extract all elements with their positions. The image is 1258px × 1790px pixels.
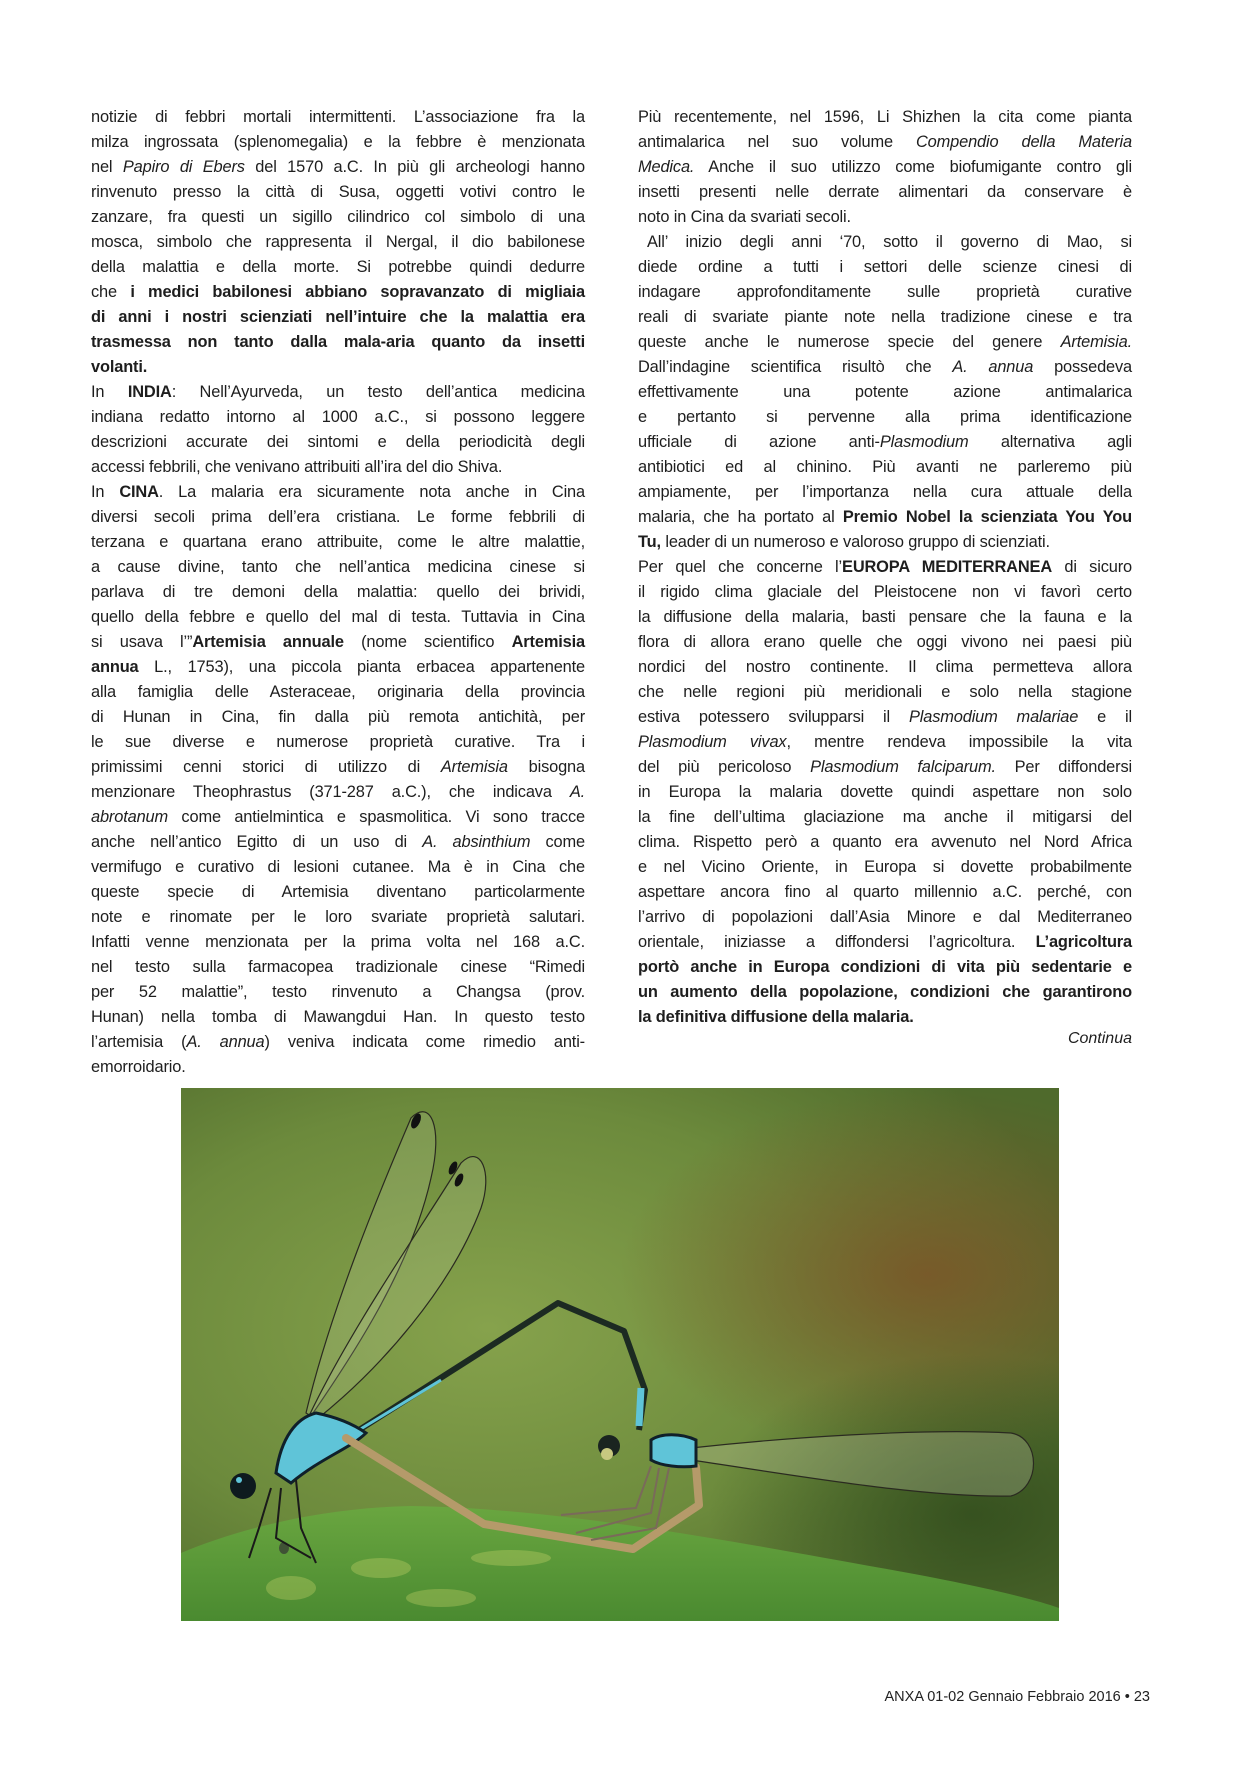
text-run: Per quel che concerne l’: [638, 558, 843, 576]
text-line: [638, 780, 1132, 805]
page-footer: [885, 1689, 1150, 1705]
text-line: [91, 430, 585, 455]
text-line: [638, 480, 1132, 505]
text-run: ampiamente, per l’importanza nella cura attuale della: [638, 483, 1132, 501]
text-run: come: [530, 833, 585, 851]
text-line: [91, 605, 585, 630]
text-run: notizie di febbri mortali intermittenti. L’associazione fra la: [91, 108, 585, 126]
bold-text-run: la definitiva diffusione della malaria.: [638, 1008, 914, 1026]
bold-text-run: volanti.: [91, 358, 148, 376]
text-run: il rigido clima glaciale del Pleistocene non vi favorì certo: [638, 583, 1132, 601]
text-run: aspettare ancora fino al quarto millennio a.C. perché, con: [638, 883, 1132, 901]
text-run: si usava l’”: [91, 633, 193, 651]
text-line: [638, 530, 1132, 555]
text-line: [638, 905, 1132, 930]
text-line: [638, 280, 1132, 305]
text-run: leader di un numeroso e valoroso gruppo di scienziati.: [660, 533, 1050, 551]
text-line: [91, 705, 585, 730]
text-run: menzionare Theophrastus (371-287 a.C.), che indicava: [91, 783, 570, 801]
text-line: [91, 980, 585, 1005]
text-run: emorroidario.: [91, 1058, 186, 1076]
text-run: effettivamente una potente azione antimalarica: [638, 383, 1132, 401]
text-run: nordici del nostro continente. Il clima permetteva allora: [638, 658, 1132, 676]
italic-text-run: Plasmodium: [879, 433, 969, 451]
bold-text-run: i medici babilonesi abbiano sopravanzato di migliaia: [130, 283, 585, 301]
text-line: [638, 155, 1132, 180]
bold-text-run: portò anche in Europa condizioni di vita più sedentarie e: [638, 958, 1132, 976]
text-run: descrizioni accurate dei sintomi e della periodicità degli: [91, 433, 585, 451]
text-line: [638, 580, 1132, 605]
text-line: [91, 655, 585, 680]
text-line: [638, 955, 1132, 980]
text-line: [638, 455, 1132, 480]
text-run: Dall’indagine scientifica risultò che: [638, 358, 953, 376]
text-line: [638, 105, 1132, 130]
right-text-column: [638, 105, 1132, 1030]
bold-text-run: trasmessa non tanto dalla mala-aria quanto da insetti: [91, 333, 585, 351]
text-run: Più recentemente, nel 1596, Li Shizhen la cita come pianta: [638, 108, 1132, 126]
text-line: [91, 355, 585, 380]
text-run: antimalarica nel suo volume: [638, 133, 916, 151]
text-line: [91, 255, 585, 280]
text-run: parlava di tre demoni della malattia: quello dei brividi,: [91, 583, 585, 601]
italic-text-run: A. annua: [952, 358, 1034, 376]
text-line: [638, 755, 1132, 780]
text-run: la fine dell’ultima glaciazione ma anche il mitigarsi del: [638, 808, 1132, 826]
text-run: estiva potessero svilupparsi il: [638, 708, 909, 726]
italic-text-run: Artemisia.: [1060, 333, 1132, 351]
italic-text-run: Plasmodium vivax: [638, 733, 787, 751]
text-run: bisogna: [507, 758, 585, 776]
text-run: e il: [1078, 708, 1132, 726]
text-run: indiana redatto intorno al 1000 a.C., si possono leggere: [91, 408, 585, 426]
text-line: [91, 630, 585, 655]
damselfly-photo: [181, 1088, 1059, 1621]
text-run: reali di svariate piante note nella tradizione cinese e tra: [638, 308, 1132, 326]
text-line: [91, 230, 585, 255]
text-run: queste anche le numerose specie del genere: [638, 333, 1061, 351]
text-run: l’artemisia (: [91, 1033, 187, 1051]
text-run: : Nell’Ayurveda, un testo dell’antica medicina: [171, 383, 585, 401]
text-line: [91, 755, 585, 780]
text-line: [638, 205, 1132, 230]
text-line: [638, 255, 1132, 280]
text-run: di sicuro: [1052, 558, 1132, 576]
bold-text-run: Premio Nobel la scienziata You You: [842, 508, 1132, 526]
text-line: [91, 330, 585, 355]
text-line: [91, 280, 585, 305]
text-run: come antielmintica e spasmolitica. Vi sono tracce: [168, 808, 585, 826]
bold-text-run: annua: [91, 658, 139, 676]
text-line: [638, 305, 1132, 330]
issue-label: ANXA 01-02 Gennaio Febbraio 2016: [884, 1689, 1121, 1705]
text-line: [91, 405, 585, 430]
italic-text-run: A. annua: [186, 1033, 265, 1051]
text-run: noto in Cina da svariati secoli.: [638, 208, 851, 226]
text-line: [91, 505, 585, 530]
text-run: rinvenuto presso la città di Susa, oggetti votivi contro le: [91, 183, 585, 201]
text-run: possedeva: [1033, 358, 1133, 376]
text-line: [91, 830, 585, 855]
text-run: e nel Vicino Oriente, in Europa si dovette probabilmente: [638, 858, 1132, 876]
text-line: [91, 455, 585, 480]
text-line: [91, 155, 585, 180]
text-run: . La malaria era sicuramente nota anche in Cina: [158, 483, 585, 501]
text-line: [638, 730, 1132, 755]
text-run: (nome scientifico: [343, 633, 512, 651]
text-run: , mentre rendeva impossibile la vita: [786, 733, 1132, 751]
text-line: [638, 705, 1132, 730]
text-run: in Europa la malaria dovette quindi aspettare non solo: [638, 783, 1132, 801]
text-run: anche nell’antico Egitto di un uso di: [91, 833, 423, 851]
italic-text-run: Compendio della Materia: [915, 133, 1132, 151]
bold-text-run: EUROPA MEDITERRANEA: [842, 558, 1053, 576]
text-run: del più pericoloso: [638, 758, 811, 776]
text-line: [91, 130, 585, 155]
bold-text-run: Artemisia annuale: [192, 633, 344, 651]
italic-text-run: A.: [569, 783, 585, 801]
italic-text-run: Medica.: [638, 158, 695, 176]
text-run: mosca, simbolo che rappresenta il Nergal, il dio babilonese: [91, 233, 585, 251]
text-run: malaria, che ha portato al: [638, 508, 843, 526]
text-run: ) veniva indicata come rimedio anti-: [264, 1033, 585, 1051]
italic-text-run: Plasmodium falciparum.: [810, 758, 996, 776]
text-run: insetti presenti nelle derrate alimentari da conservare è: [638, 183, 1132, 201]
text-run: Anche il suo utilizzo come biofumigante contro gli: [694, 158, 1132, 176]
text-line: [91, 955, 585, 980]
text-line: [91, 1005, 585, 1030]
italic-text-run: Plasmodium malariae: [908, 708, 1079, 726]
text-run: clima. Rispetto però a quanto era avvenuto nel Nord Africa: [638, 833, 1132, 851]
text-run: alla famiglia delle Asteraceae, originaria della provincia: [91, 683, 585, 701]
text-run: ufficiale di azione anti-: [638, 433, 880, 451]
text-line: [638, 605, 1132, 630]
bold-text-run: INDIA: [127, 383, 172, 401]
text-line: [638, 430, 1132, 455]
text-run: indagare approfonditamente sulle proprietà curative: [638, 283, 1132, 301]
italic-text-run: A. absinthium: [422, 833, 531, 851]
bold-text-run: Artemisia: [511, 633, 585, 651]
bold-text-run: Tu,: [638, 533, 661, 551]
text-run: primissimi cenni storici di utilizzo di: [91, 758, 441, 776]
text-line: [638, 230, 1132, 255]
text-run: All’ inizio degli anni ‘70, sotto il governo di Mao, si: [647, 233, 1132, 251]
text-run: di Hunan in Cina, fin dalla più remota antichità, per: [91, 708, 585, 726]
text-run: diversi secoli prima dell’era cristiana. Le forme febbrili di: [91, 508, 585, 526]
text-run: diede ordine a tutti i settori delle scienze cinesi di: [638, 258, 1132, 276]
separator-bullet: •: [1124, 1689, 1130, 1705]
text-line: [91, 855, 585, 880]
text-run: l’arrivo di popolazioni dall’Asia Minore e dal Mediterraneo: [638, 908, 1132, 926]
text-line: [91, 555, 585, 580]
text-line: [638, 805, 1132, 830]
text-run: In: [91, 483, 120, 501]
text-line: [638, 855, 1132, 880]
bold-text-run: L’agricoltura: [1035, 933, 1132, 951]
text-line: [91, 730, 585, 755]
text-line: [638, 830, 1132, 855]
text-run: per 52 malattie”, testo rinvenuto a Changsa (prov.: [91, 983, 585, 1001]
text-run: vermifugo e curativo di lesioni cutanee. Ma è in Cina che: [91, 858, 585, 876]
text-line: [638, 680, 1132, 705]
text-run: milza ingrossata (splenomegalia) e la febbre è menzionata: [91, 133, 585, 151]
bold-text-run: di anni i nostri scienziati nell’intuire che la malattia era: [91, 308, 585, 326]
text-run: le sue diverse e numerose proprietà curative. Tra i: [91, 733, 585, 751]
text-line: [91, 580, 585, 605]
bold-text-run: CINA: [119, 483, 159, 501]
page-number: 23: [1133, 1689, 1150, 1705]
text-run: L., 1753), una piccola pianta erbacea appartenente: [138, 658, 585, 676]
text-run: nel: [91, 158, 123, 176]
text-line: [91, 1030, 585, 1055]
text-line: [638, 980, 1132, 1005]
text-line: [638, 1005, 1132, 1030]
text-run: a cause divine, tanto che nell’antica medicina cinese si: [91, 558, 585, 576]
text-line: [91, 680, 585, 705]
continua-label: Continua: [1067, 1030, 1132, 1047]
text-line: [638, 130, 1132, 155]
text-run: orientale, iniziasse a diffondersi l’agricoltura.: [638, 933, 1036, 951]
text-line: [91, 930, 585, 955]
text-run: che nelle regioni più meridionali e solo nella stagione: [638, 683, 1132, 701]
text-line: [91, 105, 585, 130]
text-run: che: [91, 283, 131, 301]
text-line: [91, 380, 585, 405]
text-run: accessi febbrili, che venivano attribuiti all’ira del dio Shiva.: [91, 458, 503, 476]
text-line: [91, 305, 585, 330]
text-run: la diffusione della malaria, basti pensare che la fauna e la: [638, 608, 1132, 626]
text-run: del 1570 a.C. In più gli archeologi hanno: [244, 158, 585, 176]
text-run: della malattia e della morte. Si potrebbe quindi dedurre: [91, 258, 585, 276]
text-run: quello della febbre e quello del mal di testa. Tuttavia in Cina: [91, 608, 585, 626]
text-line: [638, 880, 1132, 905]
text-run: queste specie di Artemisia diventano particolarmente: [91, 883, 585, 901]
text-line: [91, 805, 585, 830]
text-run: antibiotici ed al chinino. Più avanti ne parleremo più: [638, 458, 1132, 476]
text-line: [91, 1055, 585, 1080]
italic-text-run: abrotanum: [91, 808, 169, 826]
text-line: [638, 505, 1132, 530]
text-run: flora di allora erano quelle che oggi vivono nei paesi più: [638, 633, 1132, 651]
text-line: [91, 530, 585, 555]
text-run: Infatti venne menzionata per la prima volta nel 168 a.C.: [91, 933, 585, 951]
text-line: [638, 180, 1132, 205]
text-line: [638, 405, 1132, 430]
text-run: Hunan) nella tomba di Mawangdui Han. In questo testo: [91, 1008, 585, 1026]
text-line: [91, 880, 585, 905]
text-run: zanzare, fra questi un sigillo cilindrico col simbolo di una: [91, 208, 585, 226]
text-line: [91, 905, 585, 930]
text-line: [638, 355, 1132, 380]
text-line: [91, 205, 585, 230]
text-line: [638, 930, 1132, 955]
text-run: e pertanto si pervenne alla prima identificazione: [638, 408, 1132, 426]
text-run: note e rinomate per le loro svariate proprietà salutari.: [91, 908, 585, 926]
text-line: [638, 380, 1132, 405]
text-run: nel testo sulla farmacopea tradizionale cinese “Rimedi: [91, 958, 585, 976]
text-line: [638, 630, 1132, 655]
text-line: [638, 330, 1132, 355]
text-line: [91, 180, 585, 205]
text-run: Per diffondersi: [995, 758, 1132, 776]
text-line: [91, 480, 585, 505]
text-run: In: [91, 383, 128, 401]
left-text-column: [91, 105, 585, 1080]
bold-text-run: un aumento della popolazione, condizioni che garantirono: [638, 983, 1132, 1001]
text-run: terzana e quartana erano attribuite, come le altre malattie,: [91, 533, 585, 551]
text-line: [91, 780, 585, 805]
text-line: [638, 655, 1132, 680]
text-run: alternativa agli: [968, 433, 1132, 451]
italic-text-run: Artemisia: [440, 758, 508, 776]
text-line: [638, 555, 1132, 580]
italic-text-run: Papiro di Ebers: [122, 158, 245, 176]
